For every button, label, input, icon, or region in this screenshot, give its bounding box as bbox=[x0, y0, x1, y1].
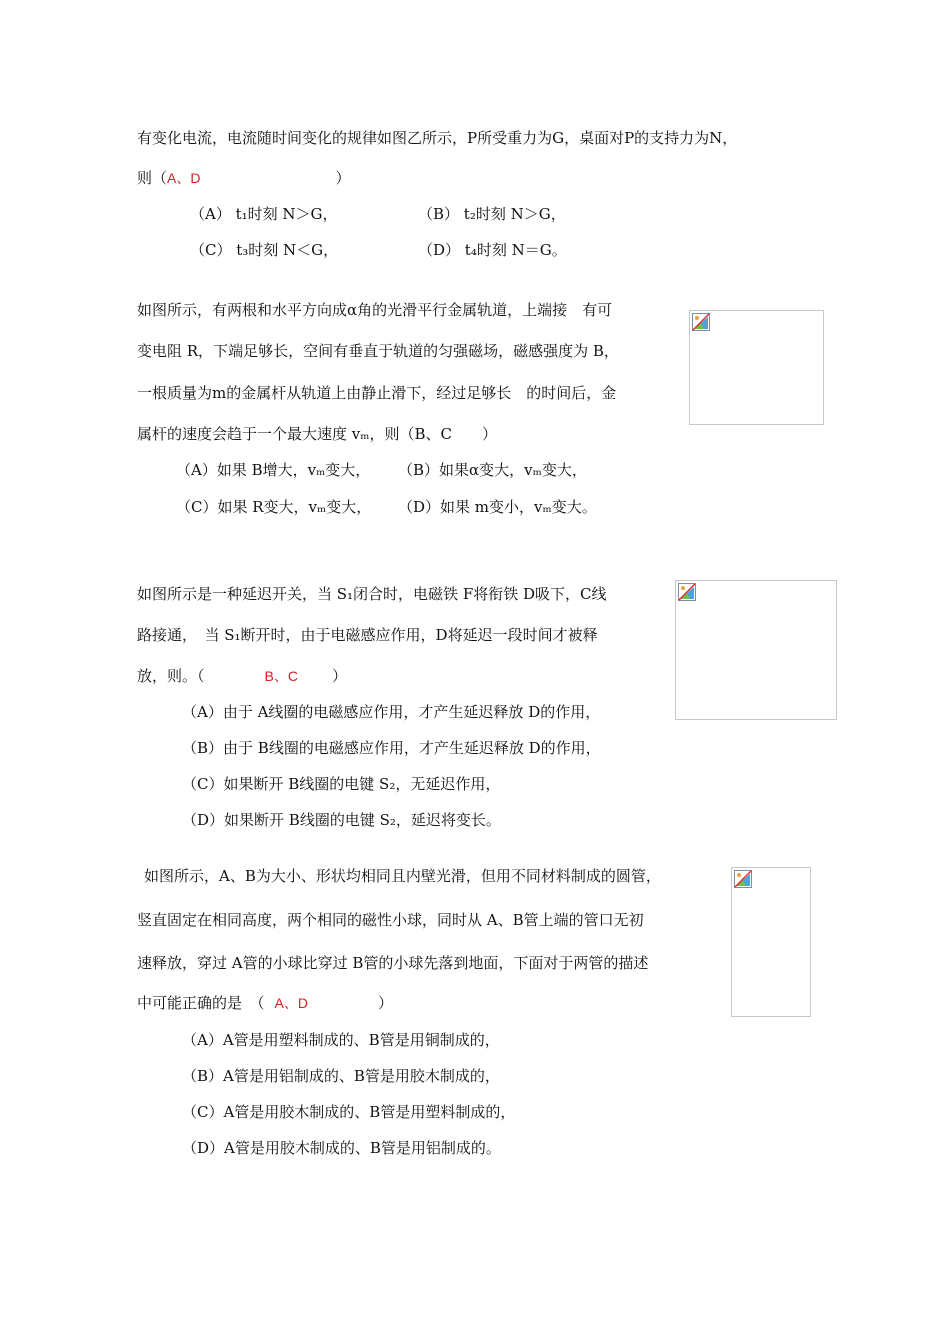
q2-option-d: （D）如果 m变小，vₘ变大。 bbox=[398, 498, 597, 516]
q3-stem-line1: 如图所示是一种延迟开关，当 S₁闭合时，电磁铁 F将衔铁 D吸下，C线 bbox=[137, 585, 607, 603]
q3-option-a: （A）由于 A线圈的电磁感应作用，才产生延迟释放 D的作用， bbox=[182, 703, 601, 721]
q2-figure bbox=[689, 310, 824, 425]
q3-stem-line3 bbox=[137, 666, 347, 686]
broken-image-icon bbox=[734, 870, 752, 888]
q4-option-d: （D）A管是用胶木制成的、B管是用铝制成的。 bbox=[182, 1139, 501, 1157]
q2-stem-line1: 如图所示，有两根和水平方向成α角的光滑平行金属轨道，上端接 有可 bbox=[137, 301, 613, 319]
q2-stem-line3: 一根质量为m的金属杆从轨道上由静止滑下，经过足够长 的时间后，金 bbox=[137, 384, 617, 402]
q3-option-b: （B）由于 B线圈的电磁感应作用，才产生延迟释放 D的作用， bbox=[182, 739, 601, 757]
q4-option-a: （A）A管是用塑料制成的、B管是用铜制成的， bbox=[182, 1031, 500, 1049]
q3-stem-line2: 路接通， 当 S₁断开时，由于电磁感应作用，D将延迟一段时间才被释 bbox=[137, 626, 598, 644]
broken-image-icon bbox=[692, 313, 710, 331]
q3-bracket-close: ） bbox=[331, 667, 347, 685]
q1-option-a: （A） t₁时刻 N＞G， bbox=[190, 205, 338, 223]
q3-answer: B、C bbox=[264, 668, 298, 684]
q4-bracket-close: ） bbox=[377, 994, 393, 1012]
q1-bracket-close: ） bbox=[335, 169, 351, 187]
q4-option-c: （C）A管是用胶木制成的、B管是用塑料制成的， bbox=[182, 1103, 516, 1121]
q4-stem-line2: 竖直固定在相同高度，两个相同的磁性小球，同时从 A、B管上端的管口无初 bbox=[137, 911, 644, 929]
q4-bracket-open: 中可能正确的是 （ bbox=[137, 994, 265, 1012]
q1-option-d: （D） t₄时刻 N＝G。 bbox=[418, 241, 567, 259]
q2-stem-line2: 变电阻 R，下端足够长，空间有垂直于轨道的匀强磁场，磁感强度为 B， bbox=[137, 342, 619, 360]
q4-answer: A、D bbox=[274, 995, 308, 1011]
q4-stem-line4 bbox=[137, 993, 393, 1013]
q4-option-b: （B）A管是用铝制成的、B管是用胶木制成的， bbox=[182, 1067, 500, 1085]
q3-bracket-open: 放，则。（ bbox=[137, 667, 205, 685]
q1-stem-line1: 有变化电流，电流随时间变化的规律如图乙所示，P所受重力为G，桌面对P的支持力为N， bbox=[137, 129, 738, 147]
q1-stem-line2 bbox=[137, 168, 350, 188]
q4-figure bbox=[731, 867, 811, 1017]
q1-answer: A、D bbox=[167, 170, 201, 186]
q1-option-b: （B） t₂时刻 N＞G， bbox=[418, 205, 566, 223]
q3-figure bbox=[675, 580, 837, 720]
q1-bracket-open: 则（ bbox=[137, 169, 168, 187]
q2-option-b: （B）如果α变大，vₘ变大， bbox=[398, 461, 587, 479]
q3-option-c: （C）如果断开 B线圈的电键 S₂，无延迟作用， bbox=[182, 775, 501, 793]
q4-stem-line3: 速释放，穿过 A管的小球比穿过 B管的小球先落到地面，下面对于两管的描述 bbox=[137, 954, 649, 972]
q3-option-d: （D）如果断开 B线圈的电键 S₂，延迟将变长。 bbox=[182, 811, 501, 829]
q1-option-c: （C） t₃时刻 N＜G， bbox=[190, 241, 339, 259]
q2-option-a: （A）如果 B增大，vₘ变大， bbox=[176, 461, 371, 479]
q2-stem-line4: 属杆的速度会趋于一个最大速度 vₘ，则（B、C ） bbox=[137, 425, 497, 443]
q4-stem-line1: 如图所示，A、B为大小、形状均相同且内壁光滑，但用不同材料制成的圆管， bbox=[144, 867, 661, 885]
q2-option-c: （C）如果 R变大，vₘ变大， bbox=[176, 498, 372, 516]
broken-image-icon bbox=[678, 583, 696, 601]
